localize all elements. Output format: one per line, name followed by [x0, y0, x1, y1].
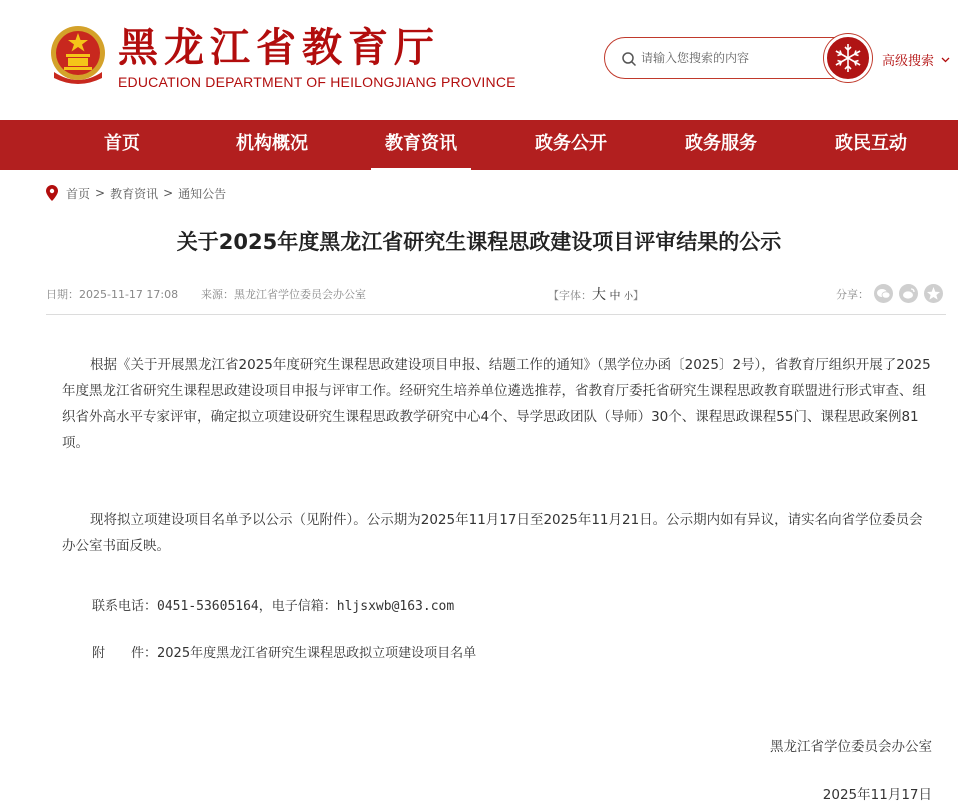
search-button[interactable] [824, 34, 872, 82]
nav-item-gov-affairs[interactable]: 政务公开 [535, 133, 607, 154]
article-paragraph: 现将拟立项建设项目名单予以公示（见附件）。公示期为2025年11月17日至2025年11月21日。公示期内如有异议，请实名向省学位委员会办公室书面反映。 [62, 512, 923, 554]
breadcrumb [46, 184, 226, 202]
wechat-share-icon[interactable] [874, 284, 893, 303]
share-label: 分享： [836, 288, 869, 301]
attachment-label: 附 件： [92, 646, 158, 661]
search-icon [621, 51, 637, 67]
font-size-label-end: 】 [633, 289, 645, 302]
nav-item-about[interactable]: 机构概况 [236, 133, 308, 154]
site-subtitle: EDUCATION DEPARTMENT OF HEILONGJIANG PROVINCE [118, 74, 516, 90]
contact-line [92, 595, 454, 614]
attachment-line [92, 642, 476, 661]
weibo-share-icon[interactable] [899, 284, 918, 303]
site-title: 黑龙江省教育厅 [118, 25, 440, 71]
advanced-search-label: 高级搜索 [882, 54, 935, 69]
contact-phone-label: 联系电话： [92, 599, 158, 614]
font-size-small-button[interactable]: 小 [624, 292, 634, 302]
article-meta [46, 284, 946, 304]
search-input[interactable] [641, 48, 821, 68]
contact-email: hljsxwb@163.com [336, 599, 455, 614]
signature: 黑龙江省学位委员会办公室 [770, 739, 932, 755]
breadcrumb-separator: > [163, 186, 174, 200]
breadcrumb-home[interactable]: 首页 [66, 186, 91, 201]
site-header [0, 0, 958, 120]
font-size-label: 【字体： [548, 289, 592, 302]
location-pin-icon [46, 185, 58, 201]
nav-item-interaction[interactable]: 政民互动 [835, 133, 907, 154]
contact-email-label: ，电子信箱： [258, 599, 337, 614]
sign-date: 2025年11月17日 [822, 787, 932, 803]
breadcrumb-news[interactable]: 教育资讯 [110, 186, 159, 201]
breadcrumb-notices[interactable]: 通知公告 [178, 186, 227, 201]
nav-item-gov-services[interactable]: 政务服务 [685, 133, 757, 154]
font-size-controls [548, 284, 644, 304]
article-source: 来源：黑龙江省学位委员会办公室 [201, 288, 366, 301]
article-title: 关于2025年度黑龙江省研究生课程思政建设项目评审结果的公示 [176, 230, 782, 254]
nav-item-news[interactable]: 教育资讯 [371, 120, 471, 170]
attachment-link[interactable]: 2025年度黑龙江省研究生课程思政拟立项建设项目名单 [157, 646, 477, 661]
advanced-search-link[interactable] [882, 50, 950, 69]
article-paragraph: 根据《关于开展黑龙江省2025年度研究生课程思政建设项目申报、结题工作的通知》（黑学位办函〔2025〕2号），省教育厅组织开展了2025年度黑龙江省研究生课程思政建设项目申报与评审工作。经研究生培养单位遴选推荐，省教育厅委托省研究生课程思政教育联盟进行形式审查、组织省外高水平专家评审，确定拟立项建设研究生课程思政教学研究中心4个、导学思政团队（导师）30个、课程思政课程55门、课程思政案例81项。 [62, 357, 931, 451]
main-nav [0, 120, 958, 170]
nav-item-home[interactable]: 首页 [104, 133, 140, 154]
publish-date: 日期：2025-11-17 17:08 [46, 288, 179, 301]
meta-divider [46, 314, 946, 315]
qzone-share-icon[interactable] [924, 284, 943, 303]
national-emblem-icon [48, 24, 108, 86]
font-size-large-button[interactable]: 大 [592, 287, 606, 303]
snowflake-icon [827, 37, 869, 79]
chevron-down-icon [941, 57, 950, 63]
breadcrumb-separator: > [95, 186, 106, 200]
font-size-medium-button[interactable]: 中 [609, 289, 621, 302]
contact-phone: 0451-53605164 [157, 599, 259, 614]
